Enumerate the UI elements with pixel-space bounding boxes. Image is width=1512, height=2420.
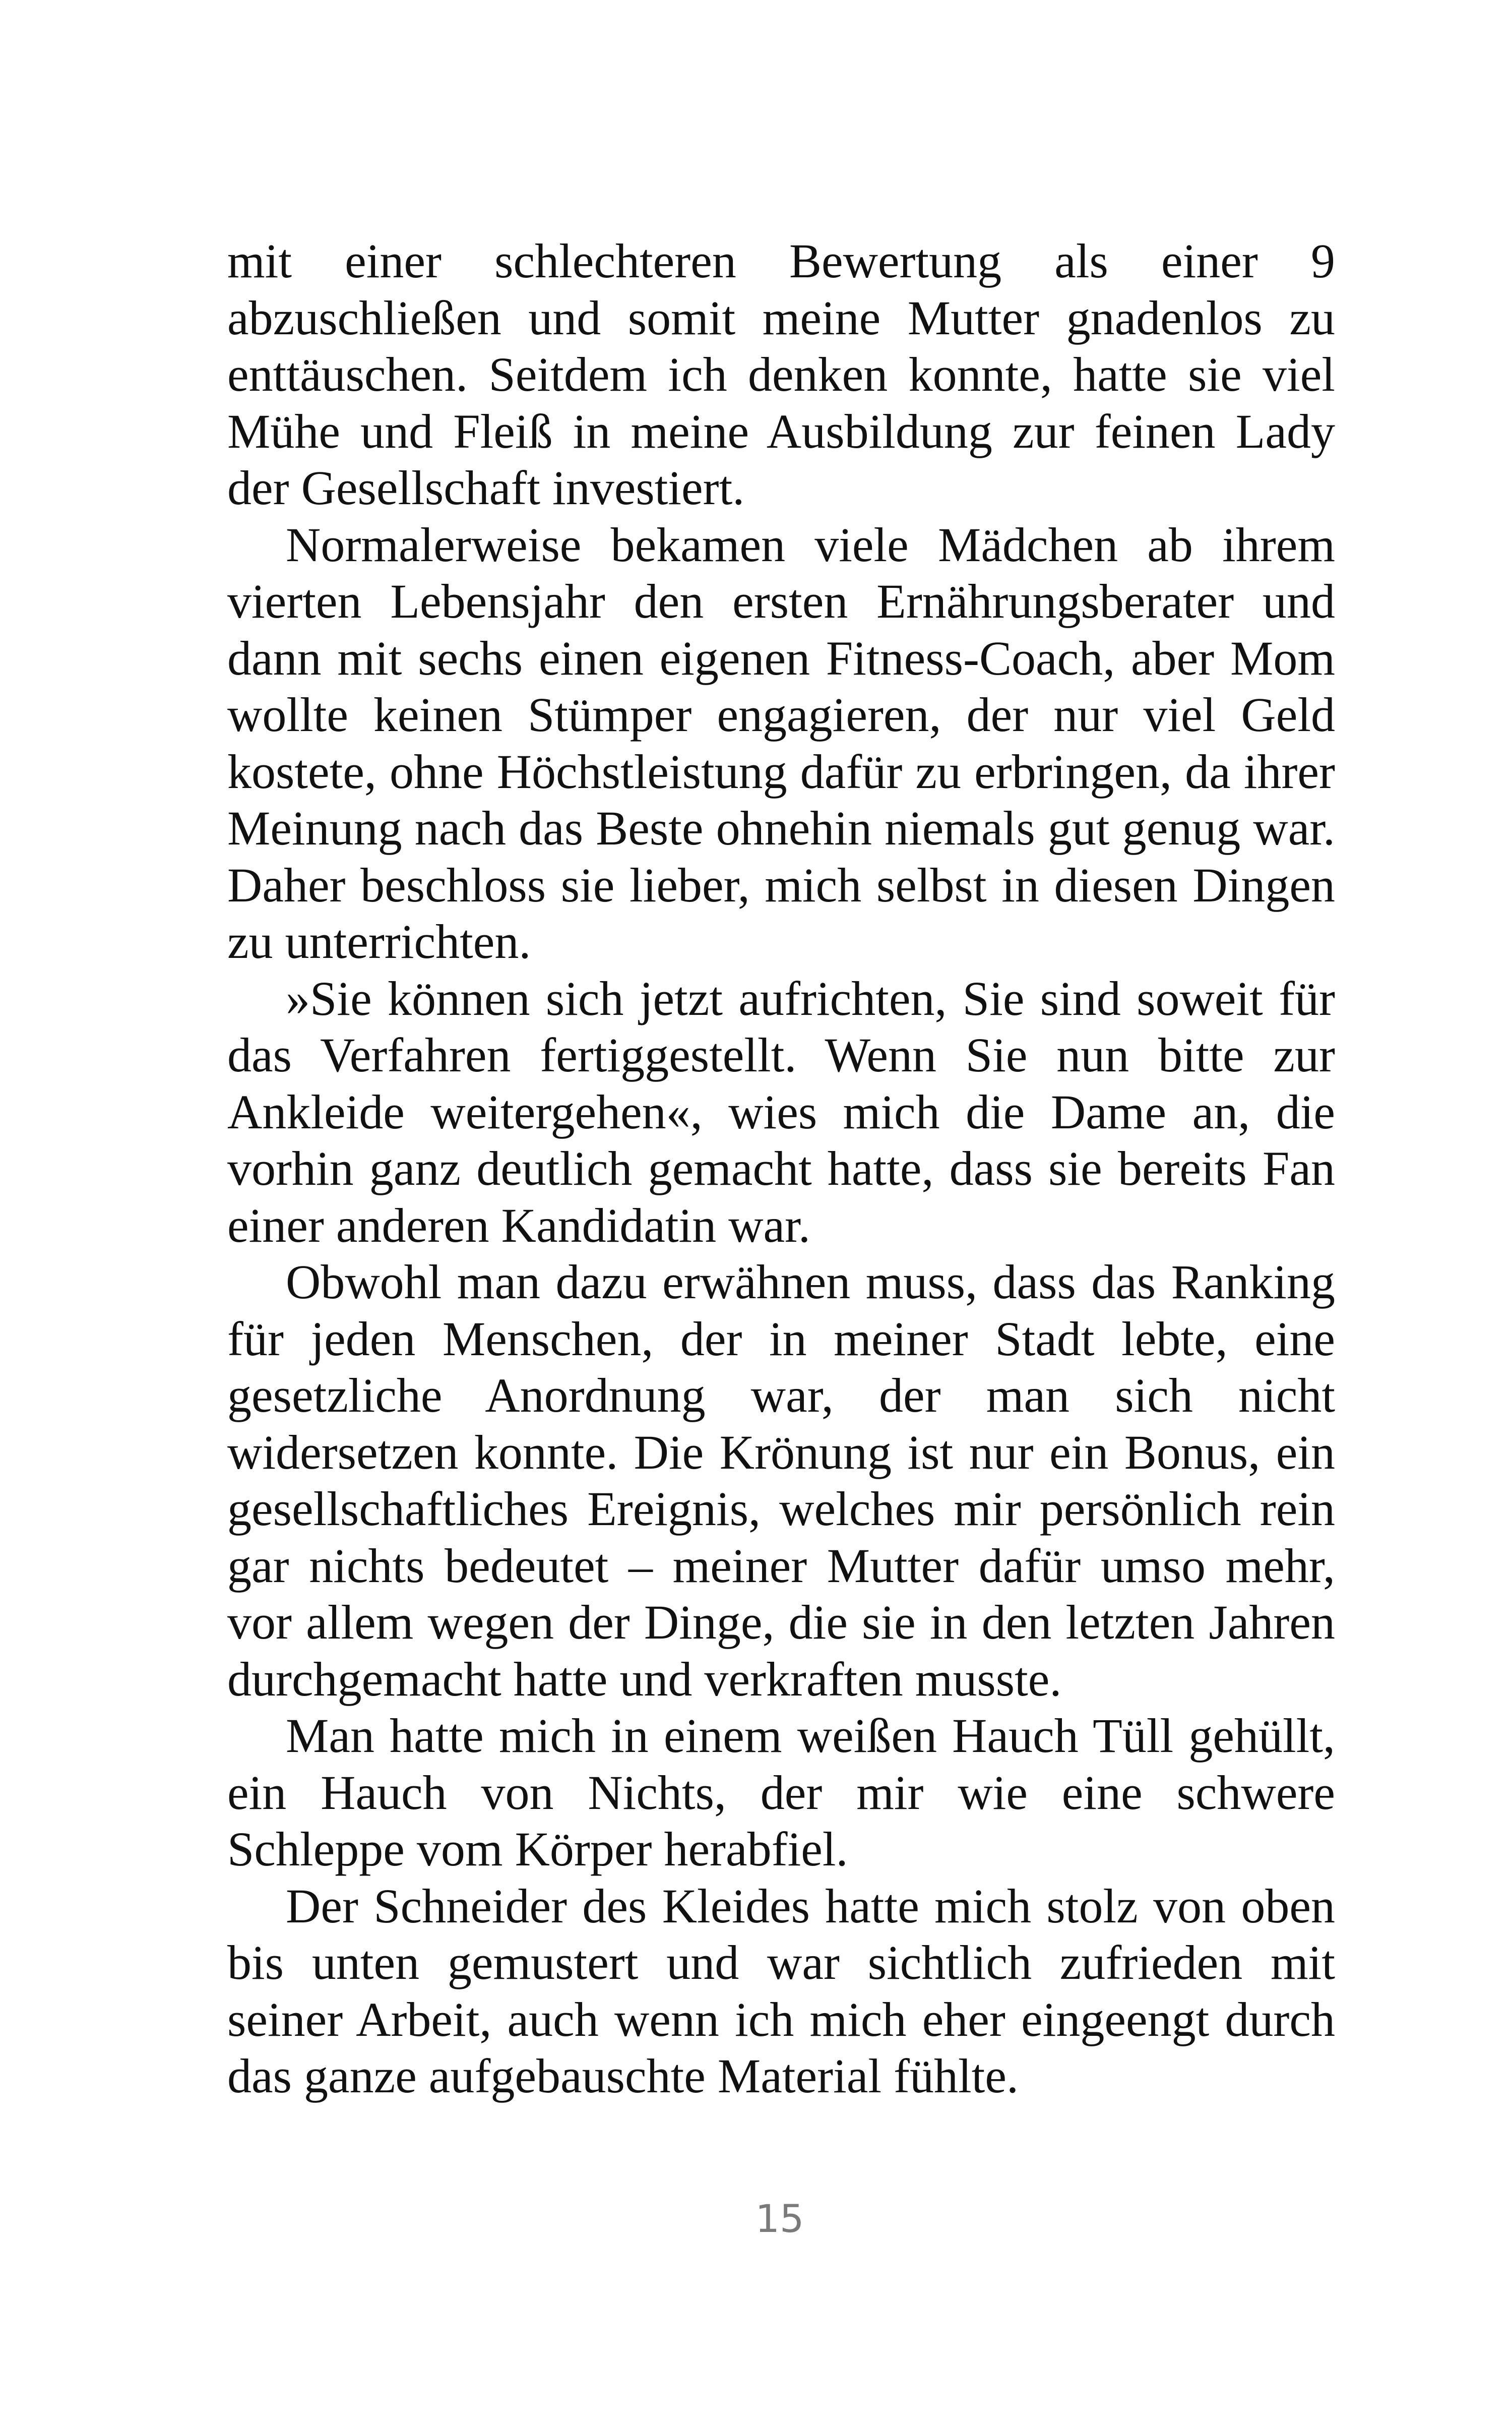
paragraph-4: Obwohl man dazu erwähnen muss, dass das Ranking für jeden Menschen, der in meiner Stadt lebte, eine gesetzliche Anordnung war, der man sich nicht widersetzen konnte. Die Krönung ist nur ein Bonus, ein gesellschaftliches Ereignis, welches mir persönlich rein gar nichts bedeutet – meiner Mutter dafür umso mehr, vor allem wegen der Dinge, die sie in den letzten Jahren durchgemacht hatte und verkraften musste. [227, 1255, 1335, 1706]
page-number: 15 [755, 2196, 804, 2241]
paragraph-5: Man hatte mich in einem weißen Hauch Tüll gehüllt, ein Hauch von Nichts, der mir wie eine schwere Schleppe vom Körper herabfiel. [227, 1709, 1335, 1876]
paragraph-3: »Sie können sich jetzt aufrichten, Sie sind soweit für das Verfahren fertiggestellt. Wenn Sie nun bitte zur Ankleide weitergehen«, wies mich die Dame an, die vorhin ganz deutlich gemacht hatte, dass sie bereits Fan einer anderen Kandidatin war. [227, 971, 1335, 1252]
body-text [227, 233, 1335, 2105]
paragraph-1: mit einer schlechteren Bewertung als einer 9 abzuschließen und somit meine Mutter gnadenlos zu enttäuschen. Seitdem ich denken konnte, hatte sie viel Mühe und Fleiß in meine Ausbildung zur feinen Lady der Gesellschaft investiert. [227, 234, 1335, 515]
paragraph-6: Der Schneider des Kleides hatte mich stolz von oben bis unten gemustert und war sichtlich zufrieden mit seiner Arbeit, auch wenn ich mich eher eingeengt durch das ganze aufgebauschte Material fühlte. [227, 1879, 1335, 2103]
paragraph-2: Normalerweise bekamen viele Mädchen ab ihrem vierten Lebensjahr den ersten Ernährungsberater und dann mit sechs einen eigenen Fitness-Coach, aber Mom wollte keinen Stümper engagieren, der nur viel Geld kostete, ohne Höchstleistung dafür zu erbringen, da ihrer Meinung nach das Beste ohnehin niemals gut genug war. Daher beschloss sie lieber, mich selbst in diesen Dingen zu unterrichten. [227, 517, 1335, 969]
